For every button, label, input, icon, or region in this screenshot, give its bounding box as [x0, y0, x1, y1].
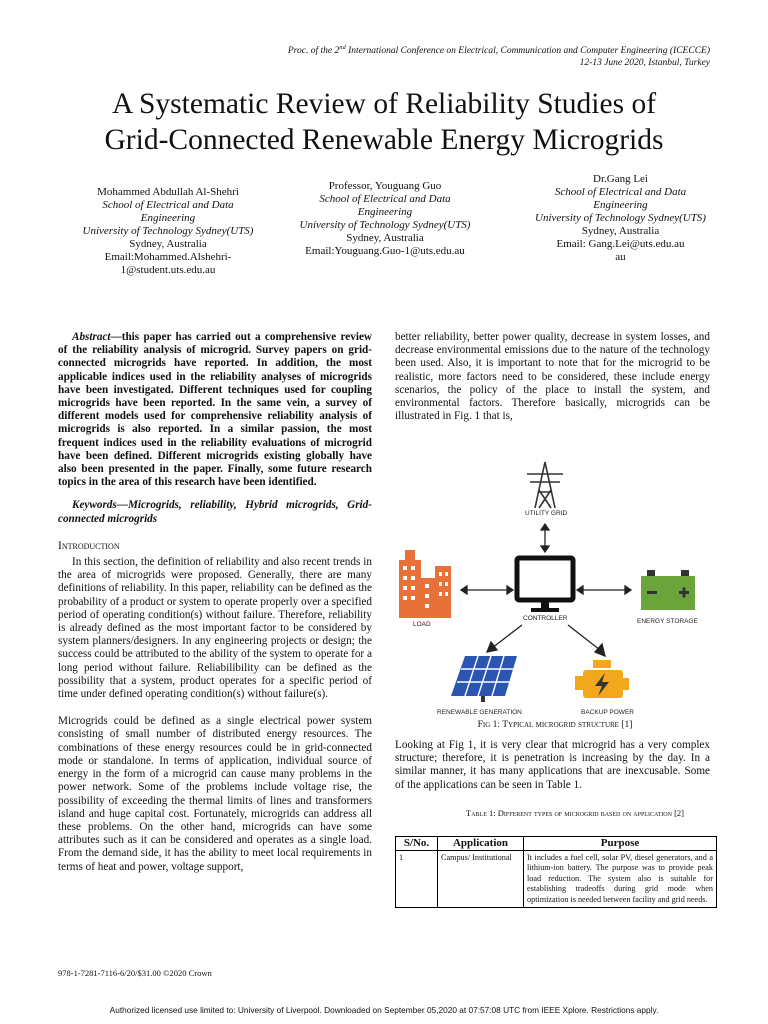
right-column-bottom — [395, 739, 710, 792]
microgrid-diagram — [395, 460, 715, 722]
table-header-purpose: Purpose — [524, 837, 717, 851]
isbn-line: 978-1-7281-7116-6/20/$31.00 ©2020 Crown — [58, 968, 212, 978]
controller-icon — [517, 558, 573, 612]
title-line-2: Grid-Connected Renewable Energy Microgrids — [104, 124, 664, 156]
utility-grid-icon — [527, 462, 563, 508]
backup-engine-icon — [575, 660, 629, 698]
author-location: Sydney, Australia — [129, 238, 207, 250]
load-buildings-icon — [399, 550, 451, 618]
right-paragraph-1: better reliability, better power quality, decrease in system losses, and decrease environmental emissions due to the nature of the technology been used. Also, it is important to note that for the microgrid to be realistic, more factors need to be considered, these include energy scenarios, the policy of the place to install the system, and environmental factors. Therefore basically, microgrids can be illustrated in Fig. 1 that is, — [395, 331, 710, 423]
table-cell-application: Campus/ Institutional — [438, 850, 524, 908]
author-university: University of Technology Sydney(UTS) — [535, 212, 706, 224]
author-school: Engineering — [593, 199, 648, 211]
author-school: School of Electrical and Data — [319, 193, 451, 205]
author-name: Dr.Gang Lei — [593, 173, 648, 185]
license-footer: Authorized licensed use limited to: University of Liverpool. Downloaded on September 05,2020 at 07:57:08 UTC from IEEE Xplore. Restrictions apply. — [109, 1005, 659, 1015]
right-column-top — [395, 331, 710, 423]
author-block-3 — [508, 173, 733, 264]
right-paragraph-2: Looking at Fig 1, it is very clear that microgrid has a very complex structure; therefore, it is penetration is increasing by the day. In a similar manner, it has many applications that are inexcusable. Some of the applications can be seen in Table 1. — [395, 739, 710, 791]
conference-sup: nd — [339, 44, 346, 51]
abstract-text: —this paper has carried out a comprehensive review of the reliability analysis of microgrid. Survey papers on grid-connected microgrids have reported. In addition, the most applicable indices used in the reliability analyses of microgrids have been investigated. Different techniques used for coupling microgrids have been reported. In the same vein, a survey of different models used for comprehensive reliability analysis of microgrids is also reported. In a similar passion, the most frequent indices used in the reliability evaluations of microgrid have been defined. Different microgrids existing globally have also been presented in the paper. Finally, some future research topics in the area of this research have been identified. — [58, 331, 372, 489]
author-block-2 — [275, 180, 495, 258]
label-energy-storage: ENERGY STORAGE — [637, 618, 698, 625]
author-location: Sydney, Australia — [346, 232, 424, 244]
intro-paragraph-1: In this section, the definition of reliability and also recent trends in the area of microgrids were proposed. Generally, there are many definitions of reliability. In this paper, reliability can be defined as the probability of a product or system to operate properly over a specified period of operating condition(s) without failure. Therefore, reliability is already defined as the most important factor to be considered by system planners/designers. In any engineering projects or design; the success could be attributed to the ability of the system to operate for a long period without failure. Reliabilibility can be defined as the possibility that a system, product operates for a specific period of time under defined operating condition(s) without failure(s). — [58, 556, 372, 701]
author-university: University of Technology Sydney(UTS) — [299, 219, 471, 231]
author-school: Engineering — [357, 206, 413, 218]
author-email[interactable]: Email:Mohammed.Alshehri- — [104, 251, 232, 263]
figure-microgrid-structure — [395, 460, 715, 722]
battery-icon — [641, 570, 695, 610]
title-line-1: A Systematic Review of Reliability Studies of — [111, 88, 657, 120]
table-cell-sno: 1 — [396, 850, 438, 908]
author-block-1 — [58, 186, 278, 277]
author-school: School of Electrical and Data — [554, 186, 687, 198]
author-email: au — [615, 251, 626, 263]
table-cell-purpose: It includes a fuel cell, solar PV, diesel generators, and a lithium-ion battery. The purpose was to provide peak load reduction. The system also is suitable for establishing tradeoffs during grid mode when optimization is needed between facility and grid needs. — [524, 850, 717, 908]
label-backup-power: BACKUP POWER — [581, 709, 634, 716]
conference-dates: 12-13 June 2020, Istanbul, Turkey — [579, 58, 710, 69]
author-university: University of Technology Sydney(UTS) — [82, 225, 254, 237]
solar-panel-icon — [451, 656, 517, 702]
paper-title — [40, 86, 728, 158]
conference-suffix: International Conference on Electrical, Communication and Computer Engineering (ICECCE) — [345, 46, 710, 57]
abstract-lead: Abstract — [72, 331, 111, 343]
author-location: Sydney, Australia — [581, 225, 660, 237]
author-school: School of Electrical and Data — [102, 199, 234, 211]
author-email[interactable]: Email: Gang.Lei@uts.edu.au — [556, 238, 685, 250]
author-email[interactable]: Email:Youguang.Guo-1@uts.edu.au — [305, 245, 465, 257]
table-row — [396, 850, 717, 908]
table-header-application: Application — [438, 837, 524, 851]
author-name: Professor, Youguang Guo — [328, 180, 442, 192]
abstract — [58, 331, 372, 489]
keywords: Keywords—Microgrids, reliability, Hybrid microgrids, Grid-connected microgrids — [58, 499, 372, 525]
left-column — [58, 331, 372, 874]
author-name: Mohammed Abdullah Al-Shehri — [97, 186, 239, 198]
label-renewable-generation: RENEWABLE GENERATION — [437, 709, 522, 716]
label-utility-grid: UTILITY GRID — [525, 510, 568, 517]
author-email[interactable]: 1@student.uts.edu.au — [120, 264, 216, 276]
conference-header — [150, 42, 710, 69]
table-header-row — [396, 837, 717, 851]
table-header-sno: S/No. — [396, 837, 438, 851]
intro-paragraph-2: Microgrids could be defined as a single electrical power system consisting of small number of distributed energy resources. The combinations of these energy resources could be in grid-connected mode or standalone. In terms of application, individual source of energy in the form of a microgrid can cause many problems in the power network. Some of the problems include voltage rise, the possibility of exceeding the thermal limits of lines and transformers island and huge capital cost. Fortunately, microgrids can address all these problems. On the other hand, microgrids can have some attributes such as it can be considered and operates as a single load. From the demand side, it has the ability to meet local requirements in terms of heat and power, voltage support, — [58, 715, 372, 873]
section-heading-introduction: Introduction — [58, 539, 120, 552]
conference-prefix: Proc. of the 2 — [287, 46, 340, 57]
table-caption: Table 1: Different types of microgrid based on application [2] — [466, 808, 684, 818]
label-load: LOAD — [413, 621, 431, 628]
author-school: Engineering — [140, 212, 196, 224]
application-table — [395, 836, 717, 908]
figure-caption: Fig 1: Typical microgrid structure [1] — [477, 720, 633, 730]
label-controller: CONTROLLER — [523, 615, 568, 622]
